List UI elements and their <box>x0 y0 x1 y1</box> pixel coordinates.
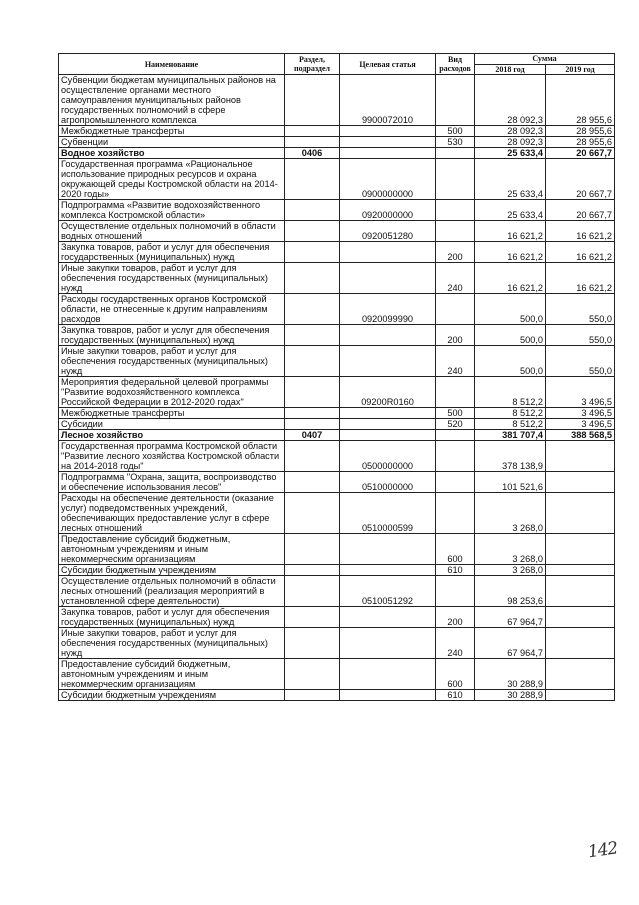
cell-sum-2019: 16 621,2 <box>546 263 615 294</box>
cell-sum-2019: 550,0 <box>546 325 615 346</box>
header-sum: Сумма <box>475 54 615 65</box>
cell-sum-2019: 20 667,7 <box>546 159 615 200</box>
header-year-2019: 2019 год <box>546 64 615 75</box>
cell-target-code <box>340 126 436 137</box>
cell-section <box>285 325 340 346</box>
table-row <box>59 325 615 346</box>
cell-target-code: 0510000000 <box>340 472 436 493</box>
cell-target-code <box>340 148 436 159</box>
cell-name: Закупка товаров, работ и услуг для обеспечения государственных (муниципальных) нужд <box>59 607 285 628</box>
cell-target-code: 0920000000 <box>340 200 436 221</box>
cell-sum-2019 <box>546 607 615 628</box>
cell-section <box>285 377 340 408</box>
table-row <box>59 221 615 242</box>
cell-target-code <box>340 408 436 419</box>
cell-target-code <box>340 659 436 690</box>
cell-sum-2019 <box>546 659 615 690</box>
cell-expense-kind: 500 <box>436 126 475 137</box>
cell-section: 0407 <box>285 430 340 441</box>
table-row <box>59 294 615 325</box>
cell-target-code: 0900000000 <box>340 159 436 200</box>
cell-sum-2019: 16 621,2 <box>546 242 615 263</box>
cell-sum-2018: 25 633,4 <box>475 159 546 200</box>
cell-name: Субсидии бюджетным учреждениям <box>59 690 285 701</box>
cell-name: Водное хозяйство <box>59 148 285 159</box>
cell-section <box>285 419 340 430</box>
cell-expense-kind: 500 <box>436 408 475 419</box>
cell-sum-2019: 550,0 <box>546 346 615 377</box>
cell-section <box>285 294 340 325</box>
cell-expense-kind <box>436 472 475 493</box>
cell-name: Иные закупки товаров, работ и услуг для обеспечения государственных (муниципальных) нужд <box>59 346 285 377</box>
table-row <box>59 534 615 565</box>
cell-expense-kind: 240 <box>436 346 475 377</box>
cell-target-code <box>340 263 436 294</box>
cell-expense-kind: 530 <box>436 137 475 148</box>
table-row <box>59 200 615 221</box>
cell-name: Государственная программа «Рациональное использование природных ресурсов и охрана окружающей среды Костромской области на 2014-2020 годы» <box>59 159 285 200</box>
cell-target-code: 0510051292 <box>340 576 436 607</box>
cell-target-code: 0920099990 <box>340 294 436 325</box>
cell-sum-2019: 550,0 <box>546 294 615 325</box>
cell-sum-2018: 101 521,6 <box>475 472 546 493</box>
cell-sum-2018: 28 092,3 <box>475 75 546 126</box>
cell-sum-2018: 16 621,2 <box>475 221 546 242</box>
cell-sum-2019 <box>546 534 615 565</box>
cell-sum-2018: 500,0 <box>475 325 546 346</box>
cell-sum-2018: 16 621,2 <box>475 263 546 294</box>
cell-sum-2019: 3 496,5 <box>546 377 615 408</box>
cell-target-code <box>340 565 436 576</box>
cell-expense-kind <box>436 576 475 607</box>
cell-name: Предоставление субсидий бюджетным, автономным учреждениям и иным некоммерческим организациям <box>59 659 285 690</box>
cell-name: Субвенции бюджетам муниципальных районов на осуществление органами местного самоуправления муниципальных районов государственных полномочий в сфере агропромышленного комплекса <box>59 75 285 126</box>
cell-expense-kind: 200 <box>436 242 475 263</box>
cell-sum-2019: 28 955,6 <box>546 75 615 126</box>
cell-expense-kind <box>436 148 475 159</box>
cell-target-code <box>340 534 436 565</box>
table-row <box>59 419 615 430</box>
cell-expense-kind <box>436 159 475 200</box>
cell-section <box>285 75 340 126</box>
cell-sum-2019 <box>546 628 615 659</box>
cell-section <box>285 628 340 659</box>
cell-name: Подпрограмма "Охрана, защита, воспроизводство и обеспечение использования лесов" <box>59 472 285 493</box>
table-row <box>59 159 615 200</box>
cell-name: Субсидии бюджетным учреждениям <box>59 565 285 576</box>
cell-section <box>285 690 340 701</box>
header-kind: Вид расходов <box>436 54 475 75</box>
cell-name: Межбюджетные трансферты <box>59 408 285 419</box>
cell-name: Расходы государственных органов Костромской области, не отнесенные к другим направлениям расходов <box>59 294 285 325</box>
cell-sum-2019: 3 496,5 <box>546 419 615 430</box>
cell-name: Закупка товаров, работ и услуг для обеспечения государственных (муниципальных) нужд <box>59 325 285 346</box>
cell-sum-2018: 3 268,0 <box>475 534 546 565</box>
cell-name: Субсидии <box>59 419 285 430</box>
cell-section <box>285 346 340 377</box>
cell-sum-2018: 25 633,4 <box>475 148 546 159</box>
header-section: Раздел, подраздел <box>285 54 340 75</box>
cell-section <box>285 607 340 628</box>
cell-sum-2018: 30 288,9 <box>475 690 546 701</box>
table-row <box>59 263 615 294</box>
cell-sum-2019: 16 621,2 <box>546 221 615 242</box>
cell-expense-kind <box>436 221 475 242</box>
table-row <box>59 472 615 493</box>
cell-target-code <box>340 137 436 148</box>
cell-target-code: 0500000000 <box>340 441 436 472</box>
cell-sum-2018: 500,0 <box>475 294 546 325</box>
cell-expense-kind <box>436 430 475 441</box>
cell-name: Мероприятия федеральной целевой программы "Развитие водохозяйственного комплекса Российской Федерации в 2012-2020 годах" <box>59 377 285 408</box>
cell-expense-kind: 240 <box>436 628 475 659</box>
cell-section <box>285 534 340 565</box>
table-row <box>59 242 615 263</box>
cell-section: 0406 <box>285 148 340 159</box>
table-row <box>59 493 615 534</box>
cell-name: Межбюджетные трансферты <box>59 126 285 137</box>
cell-name: Осуществление отдельных полномочий в области водных отношений <box>59 221 285 242</box>
cell-section <box>285 565 340 576</box>
cell-expense-kind: 610 <box>436 565 475 576</box>
table-header <box>59 54 615 75</box>
cell-target-code <box>340 430 436 441</box>
cell-section <box>285 126 340 137</box>
cell-name: Закупка товаров, работ и услуг для обеспечения государственных (муниципальных) нужд <box>59 242 285 263</box>
cell-expense-kind: 200 <box>436 607 475 628</box>
cell-sum-2019 <box>546 441 615 472</box>
header-target: Целевая статья <box>340 54 436 75</box>
header-name: Наименование <box>59 54 285 75</box>
cell-target-code <box>340 346 436 377</box>
cell-sum-2019: 388 568,5 <box>546 430 615 441</box>
cell-sum-2018: 8 512,2 <box>475 408 546 419</box>
cell-name: Иные закупки товаров, работ и услуг для обеспечения государственных (муниципальных) нужд <box>59 628 285 659</box>
cell-sum-2019: 28 955,6 <box>546 137 615 148</box>
cell-section <box>285 659 340 690</box>
cell-sum-2019: 28 955,6 <box>546 126 615 137</box>
table-row <box>59 659 615 690</box>
cell-sum-2018: 16 621,2 <box>475 242 546 263</box>
cell-name: Осуществление отдельных полномочий в области лесных отношений (реализация мероприятий в установленной сфере деятельности) <box>59 576 285 607</box>
table-row <box>59 137 615 148</box>
cell-expense-kind <box>436 377 475 408</box>
cell-sum-2018: 500,0 <box>475 346 546 377</box>
cell-target-code: 0920051280 <box>340 221 436 242</box>
table-row <box>59 126 615 137</box>
cell-target-code: 9900072010 <box>340 75 436 126</box>
cell-section <box>285 137 340 148</box>
cell-target-code <box>340 325 436 346</box>
table-row <box>59 430 615 441</box>
cell-sum-2019 <box>546 576 615 607</box>
cell-target-code: 09200R0160 <box>340 377 436 408</box>
cell-target-code <box>340 607 436 628</box>
cell-sum-2018: 381 707,4 <box>475 430 546 441</box>
table-row <box>59 75 615 126</box>
cell-name: Предоставление субсидий бюджетным, автономным учреждениям и иным некоммерческим организациям <box>59 534 285 565</box>
cell-expense-kind <box>436 493 475 534</box>
cell-sum-2019: 20 667,7 <box>546 148 615 159</box>
table-row <box>59 346 615 377</box>
cell-name: Подпрограмма «Развитие водохозяйственного комплекса Костромской области» <box>59 200 285 221</box>
cell-expense-kind <box>436 75 475 126</box>
cell-section <box>285 221 340 242</box>
cell-sum-2018: 25 633,4 <box>475 200 546 221</box>
cell-target-code <box>340 628 436 659</box>
cell-expense-kind <box>436 294 475 325</box>
table-row <box>59 441 615 472</box>
cell-section <box>285 200 340 221</box>
cell-section <box>285 408 340 419</box>
cell-name: Расходы на обеспечение деятельности (оказание услуг) подведомственных учреждений, обеспечивающих предоставление услуг в сфере лесных отношений <box>59 493 285 534</box>
cell-section <box>285 576 340 607</box>
cell-sum-2018: 378 138,9 <box>475 441 546 472</box>
cell-sum-2018: 3 268,0 <box>475 565 546 576</box>
cell-expense-kind: 520 <box>436 419 475 430</box>
cell-sum-2018: 67 964,7 <box>475 607 546 628</box>
cell-sum-2018: 67 964,7 <box>475 628 546 659</box>
table-row <box>59 565 615 576</box>
cell-name: Субвенции <box>59 137 285 148</box>
table-row <box>59 408 615 419</box>
cell-sum-2018: 3 268,0 <box>475 493 546 534</box>
cell-name: Иные закупки товаров, работ и услуг для обеспечения государственных (муниципальных) нужд <box>59 263 285 294</box>
cell-sum-2019 <box>546 690 615 701</box>
cell-section <box>285 441 340 472</box>
table-body <box>59 75 615 701</box>
cell-target-code: 0510000599 <box>340 493 436 534</box>
table-row <box>59 377 615 408</box>
header-year-2018: 2018 год <box>475 64 546 75</box>
cell-sum-2018: 30 288,9 <box>475 659 546 690</box>
cell-sum-2019 <box>546 472 615 493</box>
cell-expense-kind: 610 <box>436 690 475 701</box>
cell-target-code <box>340 690 436 701</box>
cell-expense-kind: 240 <box>436 263 475 294</box>
cell-sum-2019 <box>546 493 615 534</box>
cell-section <box>285 472 340 493</box>
table-row <box>59 628 615 659</box>
cell-section <box>285 263 340 294</box>
cell-expense-kind <box>436 441 475 472</box>
cell-name: Государственная программа Костромской области "Развитие лесного хозяйства Костромской области на 2014-2018 годы" <box>59 441 285 472</box>
cell-sum-2019 <box>546 565 615 576</box>
table-row <box>59 690 615 701</box>
cell-target-code <box>340 419 436 430</box>
table-row <box>59 576 615 607</box>
cell-sum-2018: 8 512,2 <box>475 419 546 430</box>
table-row <box>59 148 615 159</box>
cell-section <box>285 493 340 534</box>
cell-name: Лесное хозяйство <box>59 430 285 441</box>
cell-sum-2018: 28 092,3 <box>475 126 546 137</box>
budget-table <box>58 53 615 701</box>
cell-sum-2018: 8 512,2 <box>475 377 546 408</box>
table-row <box>59 607 615 628</box>
cell-section <box>285 159 340 200</box>
cell-expense-kind: 200 <box>436 325 475 346</box>
cell-sum-2018: 28 092,3 <box>475 137 546 148</box>
cell-target-code <box>340 242 436 263</box>
page-number-handwritten: 142 <box>586 838 619 863</box>
cell-expense-kind: 600 <box>436 534 475 565</box>
cell-section <box>285 242 340 263</box>
cell-sum-2018: 98 253,6 <box>475 576 546 607</box>
cell-sum-2019: 3 496,5 <box>546 408 615 419</box>
cell-expense-kind: 600 <box>436 659 475 690</box>
cell-sum-2019: 20 667,7 <box>546 200 615 221</box>
cell-expense-kind <box>436 200 475 221</box>
